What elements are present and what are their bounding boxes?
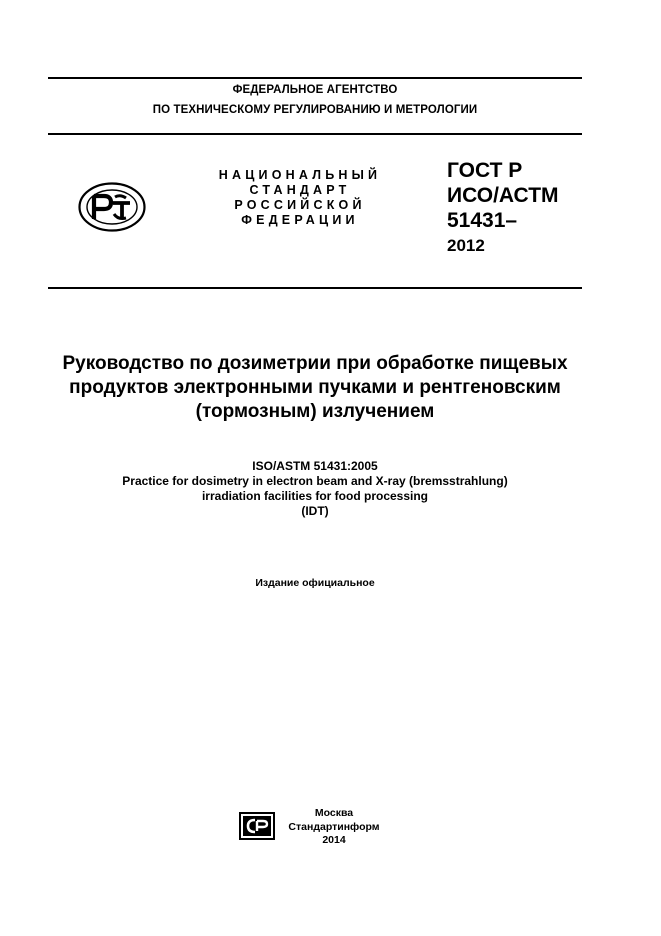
publisher-name: Стандартинформ [288, 820, 380, 833]
standard-designation [447, 158, 587, 258]
designation-line-1: ГОСТ Р [447, 159, 523, 182]
gost-r-logo-icon [78, 182, 146, 232]
original-reference: ISO/ASTM 51431:2005 [252, 459, 378, 473]
edition-label: Издание официальное [255, 577, 375, 589]
designation-line-3: 51431– [447, 209, 518, 232]
standard-rule [48, 287, 582, 289]
title-line-2: продуктов электронными пучками и рентгеновским [69, 377, 561, 398]
agency-line-2: ПО ТЕХНИЧЕСКОМУ РЕГУЛИРОВАНИЮ И МЕТРОЛОГИИ [152, 104, 478, 116]
agency-rule [48, 133, 582, 135]
original-standard-block [48, 459, 582, 519]
publisher-block [282, 807, 386, 848]
original-title-line-2: irradiation facilities for food processing [201, 489, 429, 503]
national-standard-label [200, 168, 400, 228]
top-rule [48, 77, 582, 79]
publisher-year: 2014 [322, 834, 346, 846]
equivalence-label: (IDT) [301, 504, 329, 518]
standartinform-logo-icon [239, 812, 275, 840]
designation-line-2: ИСО/АСТМ [447, 184, 559, 207]
national-line-4: ФЕДЕРАЦИИ [241, 213, 359, 227]
national-line-2: СТАНДАРТ [249, 183, 351, 197]
national-line-1: НАЦИОНАЛЬНЫЙ [218, 168, 382, 182]
document-title [30, 352, 600, 424]
original-title-line-1: Practice for dosimetry in electron beam and X-ray (bremsstrahlung) [122, 474, 508, 488]
title-line-3: (тормозным) излучением [195, 401, 435, 422]
title-line-1: Руководство по дозиметрии при обработке пищевых [62, 353, 568, 374]
publisher-city: Москва [314, 807, 354, 819]
agency-line-1: ФЕДЕРАЛЬНОЕ АГЕНТСТВО [232, 84, 398, 96]
national-line-3: РОССИЙСКОЙ [234, 198, 366, 212]
designation-year: 2012 [447, 236, 485, 255]
